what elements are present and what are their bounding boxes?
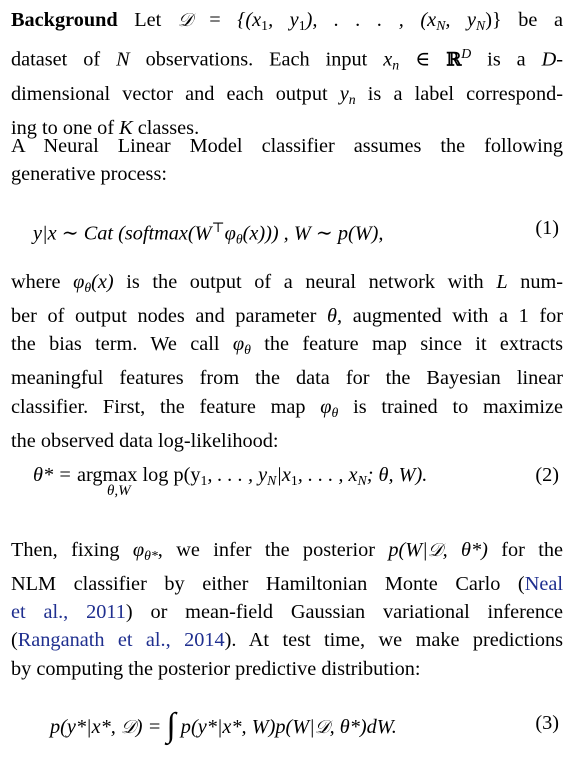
- where-line-2: ber of output nodes and parameter θ, augmented with a 1 for: [11, 305, 564, 328]
- equation-1: [0, 208, 575, 248]
- equation-1-number: (1): [535, 217, 559, 239]
- equation-2: [0, 455, 575, 499]
- equation-1-body: y|x ∼ Cat $(softmax(W^⊤\varphi_\theta(x)))$ , W ∼ p(W),: [33, 220, 384, 247]
- background-line-2: dataset of N observations. Each input $x_n$ ∈ ℝ$^D$ is a D-: [11, 46, 564, 73]
- citation-neal-year[interactable]: et al., 2011: [11, 601, 126, 624]
- equation-2-number: (2): [535, 464, 559, 486]
- equation-3-body: p(y*|x*, 𝒟) = ∫ p(y*|x*, W)p(W|𝒟, θ*)dW.: [50, 707, 397, 744]
- where-line-4: meaningful features from the data for the Bayesian linear: [11, 367, 563, 390]
- then-line-5: by computing the posterior predictive distribution:: [11, 657, 421, 680]
- then-line-2: NLM classifier by either Hamiltonian Monte Carlo (Neal: [11, 573, 563, 596]
- then-line-3: et al., 2011) or mean-field Gaussian variational inference: [11, 601, 563, 624]
- model-paragraph: [11, 132, 563, 188]
- where-line-3: the bias term. We call $\varphi_\theta$ the feature map since it extracts: [11, 333, 563, 358]
- citation-ranganath[interactable]: Ranganath et al., 2014: [17, 629, 225, 652]
- then-paragraph: [11, 536, 563, 683]
- where-line-1: where $\varphi_\theta(x)$ is the output of a neural network with L num-: [11, 271, 564, 295]
- where-line-5: classifier. First, the feature map $\varphi_\theta$ is trained to maximize: [11, 395, 563, 420]
- equation-2-body: θ* = argmax $\log p(y_1$, . . . , $y_N|x_1$, . . . , $x_N$; θ, W).: [33, 464, 428, 488]
- equation-3: [0, 703, 575, 743]
- citation-neal[interactable]: Neal: [524, 573, 563, 596]
- where-line-6: the observed data log-likelihood:: [11, 429, 279, 452]
- model-line-1: A Neural Linear Model classifier assumes the following: [11, 135, 563, 157]
- background-paragraph: [11, 6, 563, 142]
- background-line-1: Background Let 𝒟 = {($x_1$, $y_1$), . . . , ($x_N$, $y_N$)} be a: [11, 9, 563, 33]
- then-line-1: Then, fixing $\varphi_{\theta*}$, we infer the posterior p(W|𝒟, θ*) for the: [11, 539, 563, 563]
- equation-2-argmax-subscript: θ,W: [107, 483, 131, 499]
- then-line-4: (Ranganath et al., 2014). At test time, we make predictions: [11, 629, 564, 652]
- where-paragraph: [11, 268, 563, 455]
- model-line-2: generative process:: [11, 163, 167, 186]
- integral-sign: ∫: [166, 707, 176, 744]
- background-line-3: dimensional vector and each output $y_n$ is a label correspond-: [11, 82, 563, 107]
- equation-3-number: (3): [535, 712, 559, 734]
- background-line-4: ing to one of K classes.: [11, 116, 200, 139]
